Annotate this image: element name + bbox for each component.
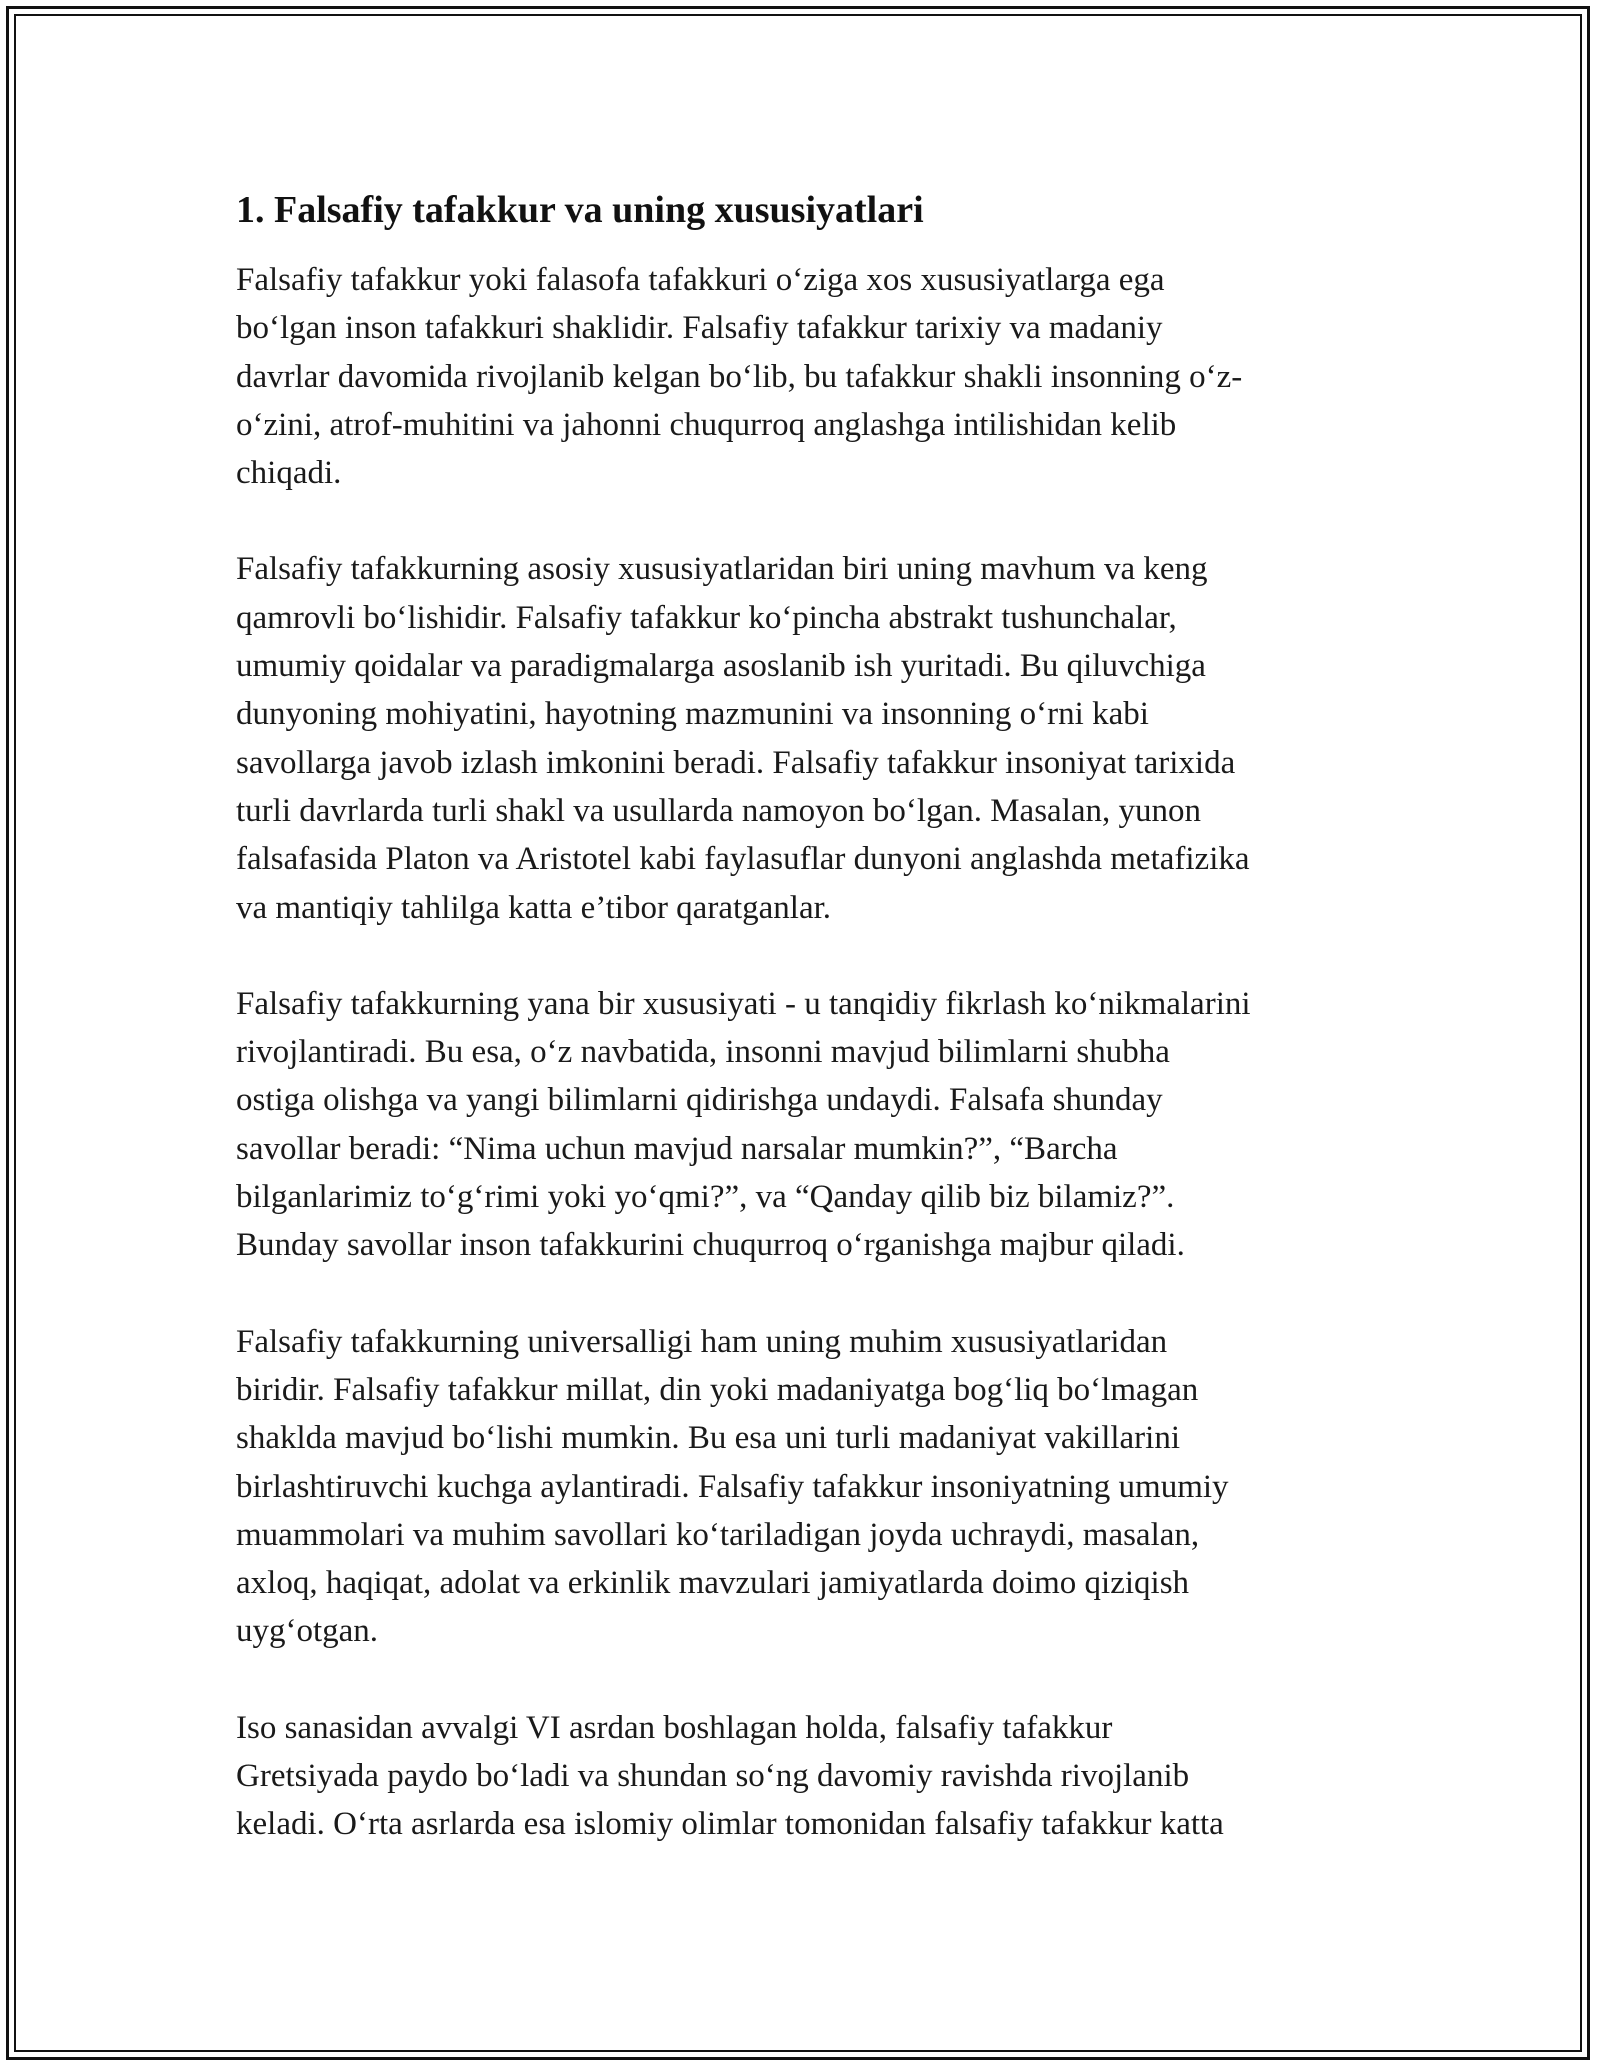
text-line: Falsafiy tafakkurning asosiy xususiyatlaridan biri uning mavhum va keng — [236, 551, 1208, 588]
text-line: Falsafiy tafakkurning universalligi ham uning muhim xususiyatlaridan — [236, 1323, 1168, 1360]
text-line: Falsafiy tafakkurning yana bir xususiyati - u tanqidiy fikrlash ko‘nikmalarini — [236, 985, 1251, 1022]
section-heading: 1. Falsafiy tafakkur va uning xususiyatlari — [236, 189, 924, 231]
text-line: Gretsiyada paydo bo‘ladi va shundan so‘ng davomiy ravishda rivojlanib — [236, 1758, 1190, 1795]
document-body — [236, 186, 1366, 1897]
text-line: Bunday savollar inson tafakkurini chuqurroq o‘rganishga majbur qiladi. — [236, 1227, 1185, 1264]
text-line: muammolari va muhim savollari ko‘tariladigan joyda uchraydi, masalan, — [236, 1516, 1200, 1553]
text-line: chiqadi. — [236, 455, 342, 492]
text-line: va mantiqiy tahlilga katta e’tibor qaratganlar. — [236, 889, 832, 926]
text-line: axloq, haqiqat, adolat va erkinlik mavzulari jamiyatlarda doimo qiziqish — [236, 1565, 1190, 1602]
text-line: o‘zini, atrof-muhitini va jahonni chuqurroq anglashga intilishidan kelib — [236, 406, 1177, 443]
text-line: Falsafiy tafakkur yoki falasofa tafakkuri o‘ziga xos xususiyatlarga ega — [236, 262, 1165, 298]
text-line: turli davrlarda turli shakl va usullarda namoyon bo‘lgan. Masalan, yunon — [236, 792, 1202, 829]
text-line: umumiy qoidalar va paradigmalarga asoslanib ish yuritadi. Bu qiluvchiga — [236, 648, 1206, 685]
text-line: Iso sanasidan avvalgi VI asrdan boshlagan holda, falsafiy tafakkur — [236, 1709, 1113, 1746]
text-line: keladi. O‘rta asrlarda esa islomiy olimlar tomonidan falsafiy tafakkur katta — [236, 1806, 1224, 1843]
text-line: bo‘lgan inson tafakkuri shaklidir. Falsafiy tafakkur tarixiy va madaniy — [236, 310, 1163, 347]
text-line: biridir. Falsafiy tafakkur millat, din yoki madaniyatga bog‘liq bo‘lmagan — [236, 1371, 1199, 1408]
paragraph-2 — [236, 545, 1366, 931]
text-line: falsafasida Platon va Aristotel kabi faylasuflar dunyoni anglashda metafizika — [236, 841, 1250, 878]
paragraph-3 — [236, 980, 1366, 1270]
paragraph-4 — [236, 1318, 1366, 1656]
text-line: ostiga olishga va yangi bilimlarni qidirishga undaydi. Falsafa shunday — [236, 1082, 1163, 1119]
text-line: shaklda mavjud bo‘lishi mumkin. Bu esa uni turli madaniyat vakillarini — [236, 1420, 1181, 1457]
text-line: birlashtiruvchi kuchga aylantiradi. Falsafiy tafakkur insoniyatning umumiy — [236, 1468, 1229, 1505]
text-line: savollar beradi: “Nima uchun mavjud narsalar mumkin?”, “Barcha — [236, 1130, 1118, 1167]
text-line: uyg‘otgan. — [236, 1613, 379, 1650]
text-line: qamrovli bo‘lishidir. Falsafiy tafakkur ko‘pincha abstrakt tushunchalar, — [236, 599, 1177, 636]
text-line: dunyoning mohiyatini, hayotning mazmunini va insonning o‘rni kabi — [236, 696, 1149, 733]
paragraph-1 — [236, 256, 1366, 497]
text-line: bilganlarimiz to‘g‘rimi yoki yo‘qmi?”, va “Qanday qilib biz bilamiz?”. — [236, 1179, 1175, 1216]
text-line: davrlar davomida rivojlanib kelgan bo‘lib, bu tafakkur shakli insonning o‘z- — [236, 358, 1243, 395]
text-line: savollarga javob izlash imkonini beradi. Falsafiy tafakkur insoniyat tarixida — [236, 744, 1236, 781]
paragraph-5 — [236, 1704, 1366, 1849]
text-line: rivojlantiradi. Bu esa, o‘z navbatida, insonni mavjud bilimlarni shubha — [236, 1034, 1170, 1071]
